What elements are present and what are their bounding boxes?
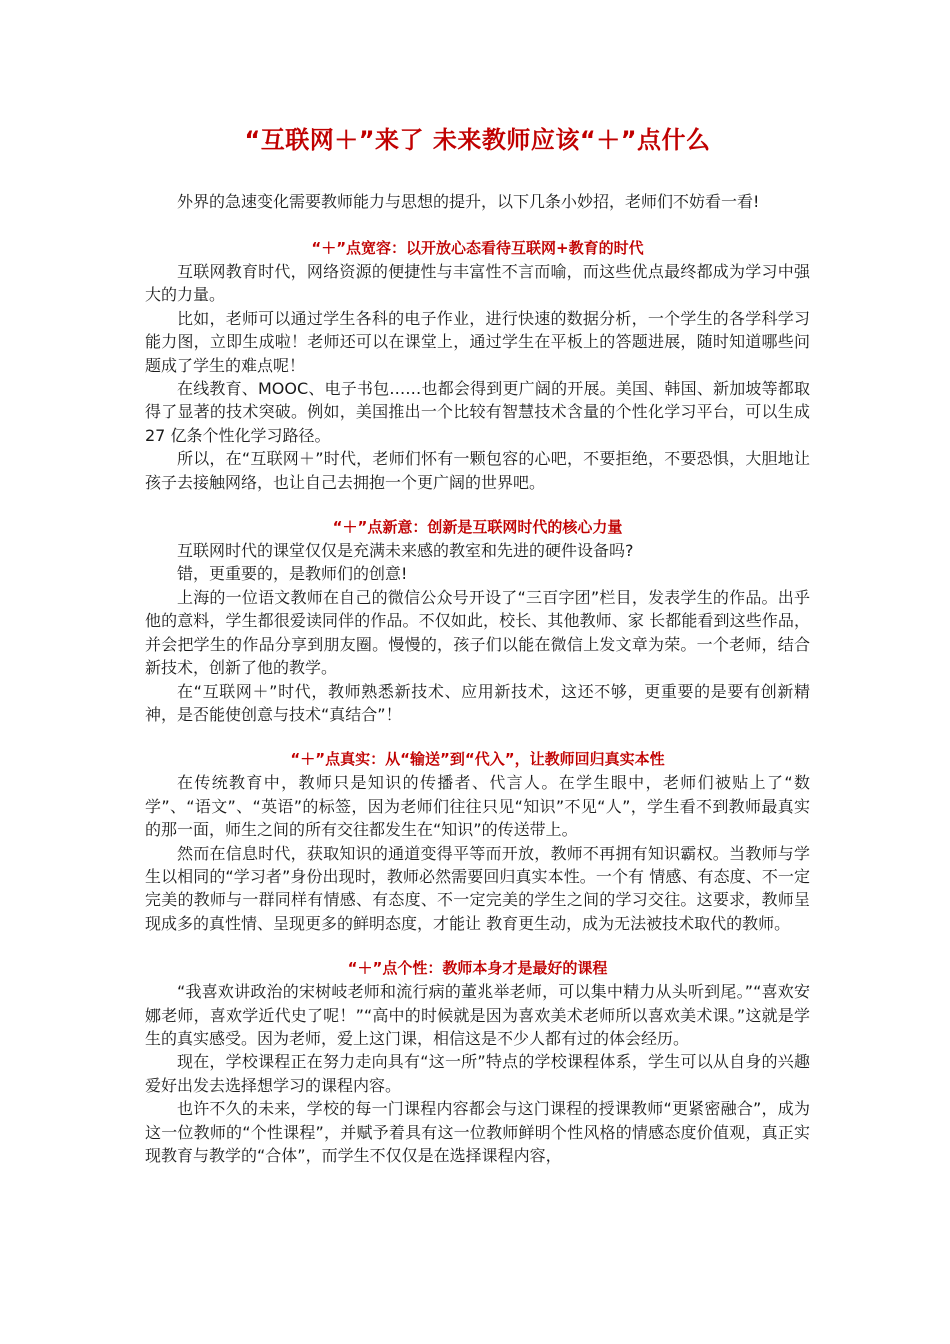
section-heading: “＋”点真实：从“输送”到“代入”，让教师回归真实本性: [290, 750, 665, 769]
body-paragraph: 所以，在“互联网＋”时代，老师们怀有一颗包容的心吧，不要拒绝，不要恐惧，大胆地让孩子去接触网络，也让自己去拥抱一个更广阔的世界吧。: [145, 449, 810, 492]
body-paragraph: 互联网时代的课堂仅仅是充满未来感的教室和先进的硬件设备吗?: [177, 541, 634, 561]
body-paragraph: 在传统教育中，教师只是知识的传播者、代言人。在学生眼中，老师们被贴上了“数学”、“语文”、“英语”的标签，因为老师们往往只见“知识”不见“人”，学生看不到教师最真实的那一面，师生之间的所有交往都发生在“知识”的传送带上。: [145, 773, 810, 840]
section-personality: [145, 957, 810, 1167]
page-title: “互联网＋”来了 未来教师应该“＋”点什么: [244, 126, 711, 154]
body-paragraph: 上海的一位语文教师在自己的微信公众号开设了“三百字团”栏目，发表学生的作品。出乎他的意料，学生都很爱读同伴的作品。不仅如此，校长、其他教师、家 长都能看到这些作品，并会把学生的作品分享到朋友圈。慢慢的，孩子们以能在微信上发文章为荣。一个老师，结合新技术，创新了他的教学。: [145, 587, 810, 678]
body-paragraph: 错，更重要的，是教师们的创意!: [177, 564, 408, 584]
body-paragraph: 在线教育、MOOC、电子书包……也都会得到更广阔的开展。美国、韩国、新加坡等都取得了显著的技术突破。例如，美国推出一个比较有智慧技术含量的个性化学习平台，可以生成 27 亿条个性化学习路径。: [145, 379, 810, 445]
intro-paragraph: 外界的急速变化需要教师能力与思想的提升，以下几条小妙招，老师们不妨看一看!: [177, 192, 760, 211]
section-heading: “＋”点新意：创新是互联网时代的核心力量: [332, 518, 623, 537]
section-heading: “＋”点个性：教师本身才是最好的课程: [347, 959, 608, 978]
body-paragraph: 比如，老师可以通过学生各科的电子作业，进行快速的数据分析，一个学生的各学科学习能力图，立即生成啦！老师还可以在课堂上，通过学生在平板上的答题进展，随时知道哪些问题成了学生的难点呢！: [145, 308, 810, 375]
body-paragraph: “我喜欢讲政治的宋树岐老师和流行病的董兆举老师，可以集中精力从头听到尾。”“喜欢安娜老师，喜欢学近代史了呢！”“高中的时候就是因为喜欢美术老师所以喜欢美术课。”这就是学生的真实感受。因为老师，爱上这门课，相信这是不少人都有过的体会经历。: [145, 982, 810, 1048]
body-paragraph: 也许不久的未来，学校的每一门课程内容都会与这门课程的授课教师“更紧密融合”，成为这一位教师的“个性课程”，并赋予着具有这一位教师鲜明个性风格的情感态度价值观，真正实现教育与教学的“合体”，而学生不仅仅是在选择课程内容，: [145, 1099, 810, 1165]
section-heading: “＋”点宽容：以开放心态看待互联网+教育的时代: [311, 239, 644, 257]
body-paragraph: 然而在信息时代，获取知识的通道变得平等而开放，教师不再拥有知识霸权。当教师与学生以相同的“学习者”身份出现时，教师必然需要回归真实本性。一个有 情感、有态度、不一定完美的教师与一群同样有情感、有态度、不一定完美的学生之间的学习交往。这要求，教师呈现成多的真性情、呈现更多的鲜明态度，才能让 教育更生动，成为无法被技术取代的教师。: [145, 843, 810, 933]
section-innovation: [145, 516, 810, 726]
body-paragraph: 在“互联网＋”时代，教师熟悉新技术、应用新技术，这还不够，更重要的是要有创新精神，是否能使创意与技术“真结合”！: [145, 681, 810, 724]
body-paragraph: 互联网教育时代，网络资源的便捷性与丰富性不言而喻，而这些优点最终都成为学习中强大的力量。: [145, 262, 810, 305]
body-paragraph: 现在，学校课程正在努力走向具有“这一所”特点的学校课程体系，学生可以从自身的兴趣爱好出发去选择想学习的课程内容。: [145, 1052, 810, 1095]
section-tolerance: [145, 237, 810, 494]
section-authenticity: [145, 748, 810, 935]
